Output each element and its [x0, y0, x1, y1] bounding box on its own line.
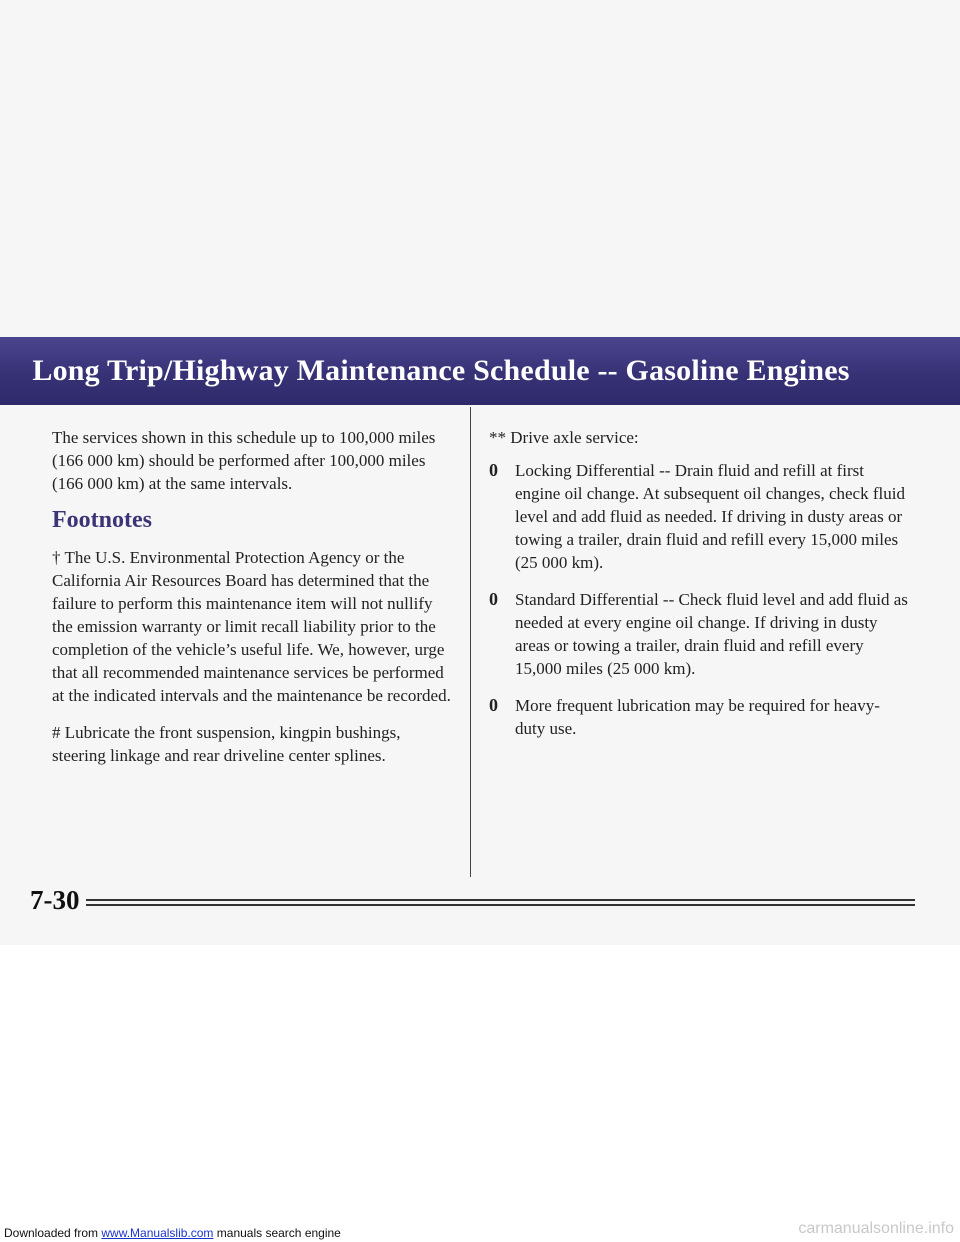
bullet-text: Standard Differential -- Check fluid level and add fluid as needed at every engine oil change. If driving in dusty areas or towing a trailer, drain fluid and refill every 15,000 miles (25 000 km). [515, 590, 908, 678]
page-footer [30, 880, 915, 920]
left-column [52, 426, 457, 781]
right-column [489, 426, 909, 754]
download-credit [4, 1226, 341, 1240]
bullet-icon: 0 [489, 460, 498, 480]
bullet-icon: 0 [489, 589, 498, 609]
bullet-text: Locking Differential -- Drain fluid and refill at first engine oil change. At subsequent oil changes, check fluid level and add fluid as needed. If driving in dusty areas or towing a trailer, drain fluid and refill every 15,000 miles (25 000 km). [515, 461, 905, 572]
footer-rule [86, 899, 916, 906]
watermark: carmanualsonline.info [798, 1220, 954, 1237]
bullet-icon: 0 [489, 695, 498, 715]
footnotes-heading: Footnotes [52, 507, 152, 533]
list-item [489, 588, 909, 680]
credit-prefix: Downloaded from [4, 1226, 102, 1240]
column-divider [470, 407, 471, 877]
manualslib-link[interactable]: www.Manualslib.com [101, 1226, 214, 1240]
page-title: Long Trip/Highway Maintenance Schedule -- Gasoline Engines [32, 354, 850, 387]
footnote-hash: # Lubricate the front suspension, kingpin bushings, steering linkage and rear driveline center splines. [52, 723, 401, 765]
header-banner [0, 337, 960, 405]
credit-suffix: manuals search engine [213, 1226, 341, 1240]
list-item [489, 459, 909, 574]
footnote-dagger: † The U.S. Environmental Protection Agency or the California Air Resources Board has determined that the failure to perform this maintenance item will not nullify the emission warranty or limit recall liability prior to the completion of the vehicle’s useful life. We, however, urge that all recommended maintenance services be performed at the indicated intervals and the maintenance be recorded. [52, 548, 451, 705]
intro-paragraph: The services shown in this schedule up to 100,000 miles (166 000 km) should be performed after 100,000 miles (166 000 km) at the same intervals. [52, 428, 436, 493]
list-item [489, 694, 909, 740]
bullet-text: More frequent lubrication may be required for heavy-duty use. [515, 696, 880, 738]
page-number: 7-30 [30, 884, 80, 915]
drive-axle-intro: ** Drive axle service: [489, 428, 639, 447]
